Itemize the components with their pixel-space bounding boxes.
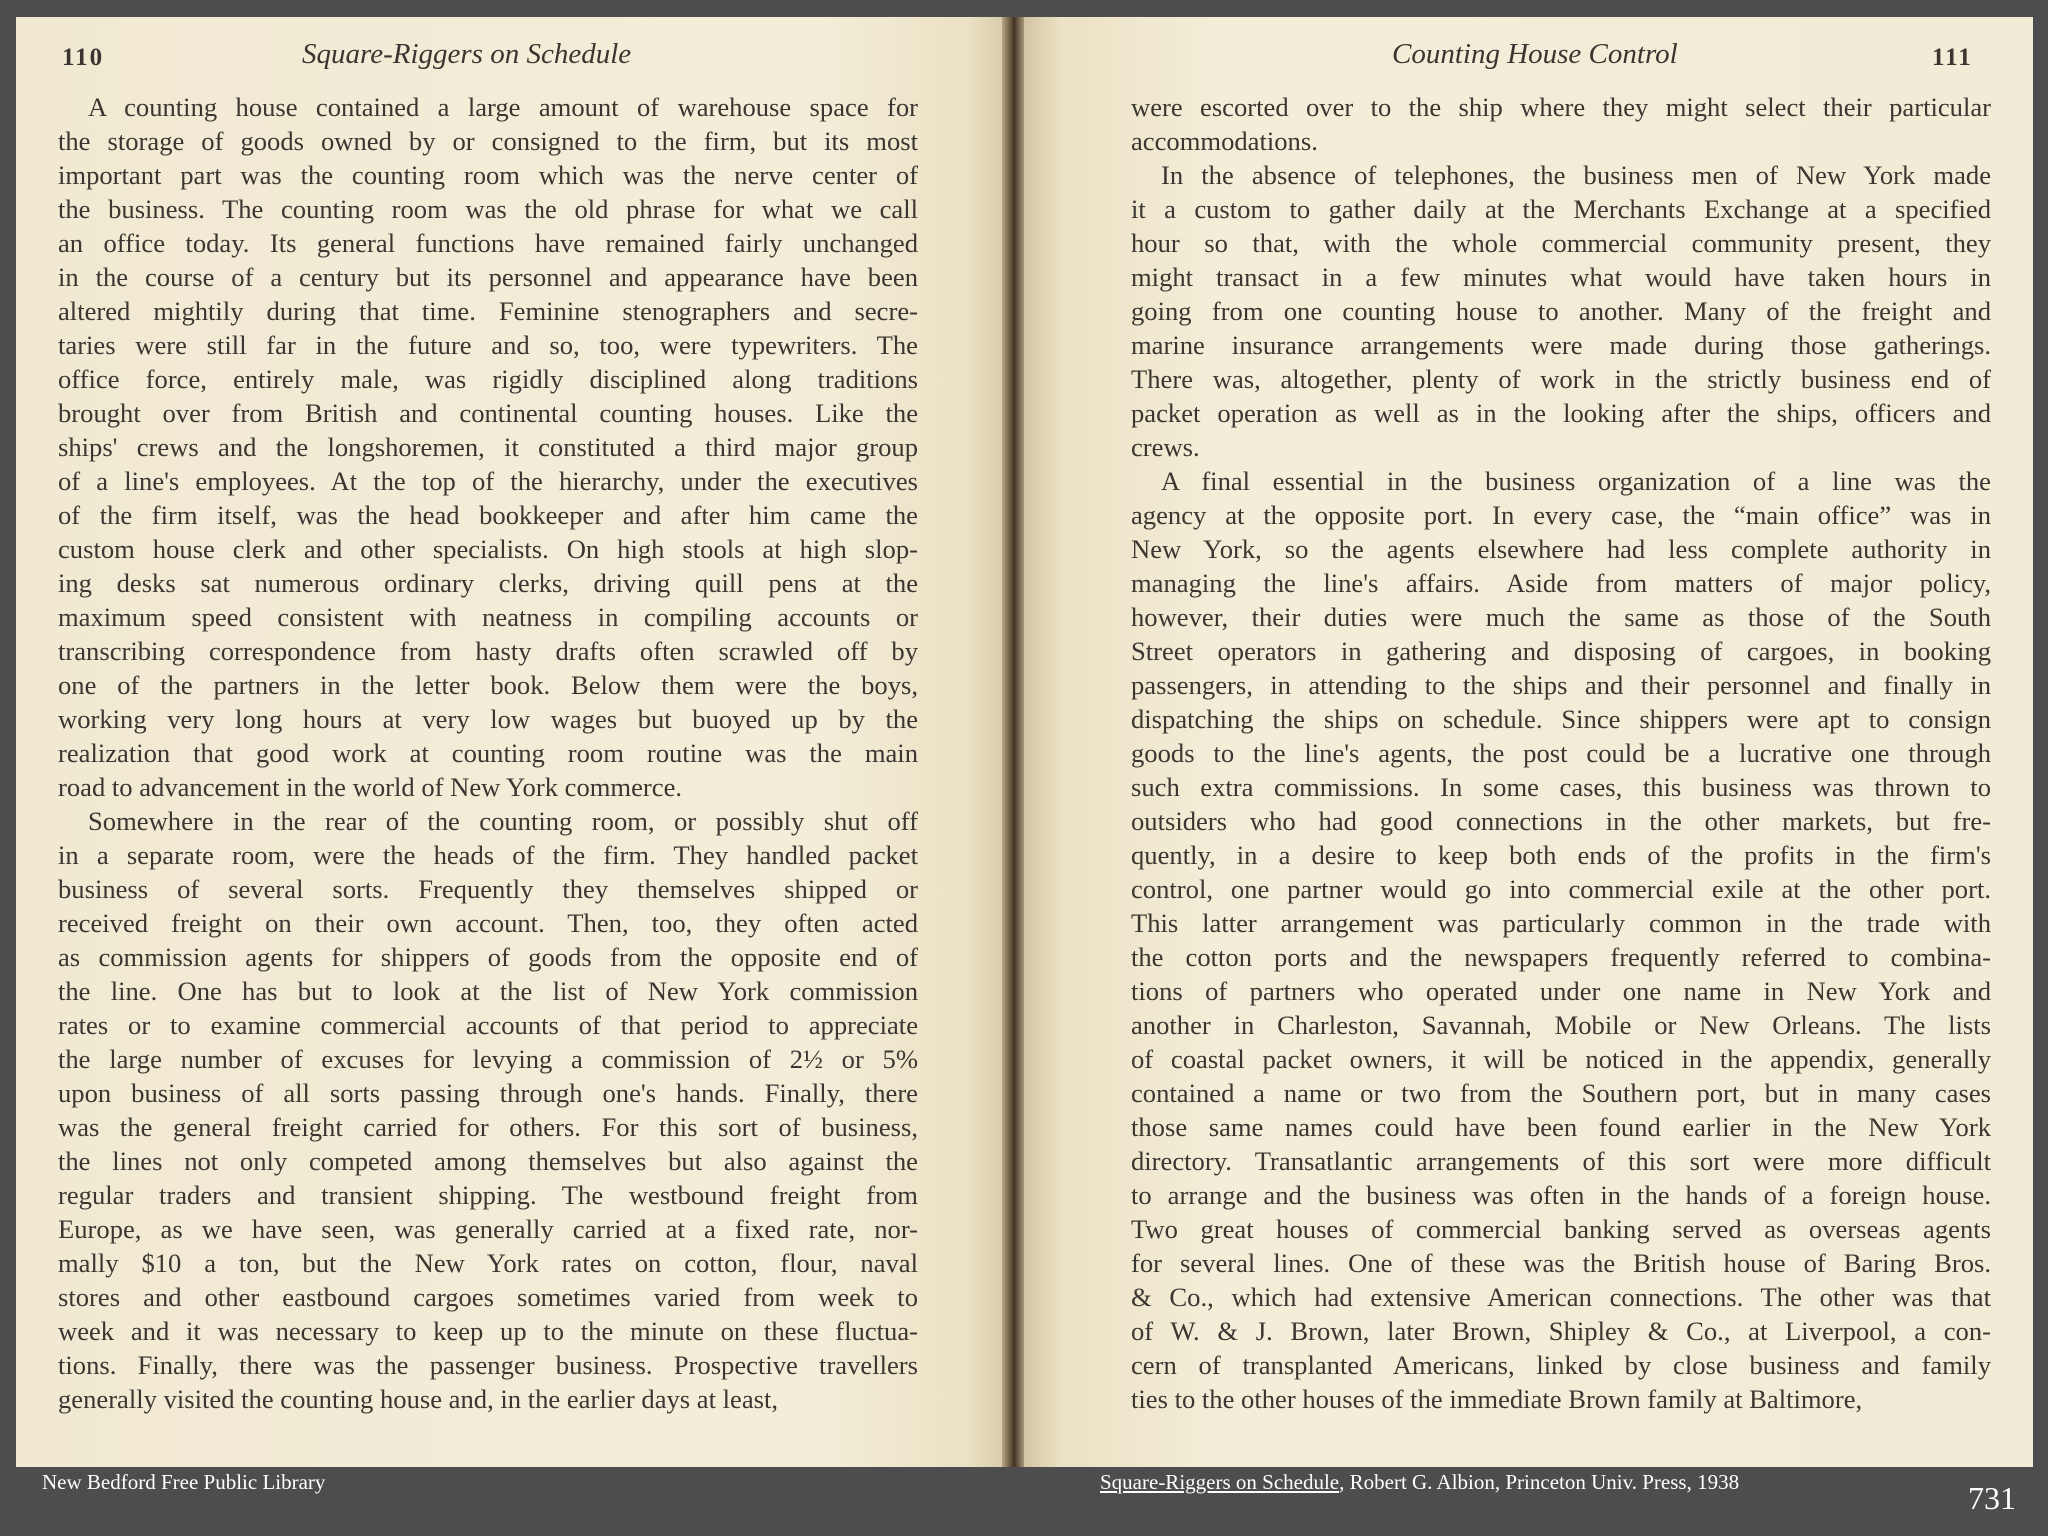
text-line: passengers, in attending to the ships and their personnel and finally in bbox=[1131, 670, 1991, 700]
text-line: Two great houses of commercial banking served as overseas agents bbox=[1131, 1214, 1991, 1244]
text-line: week and it was necessary to keep up to the minute on these fluctua- bbox=[58, 1316, 918, 1346]
slide-number: 731 bbox=[1968, 1480, 2016, 1516]
text-line: A final essential in the business organization of a line was the bbox=[1161, 466, 1991, 496]
text-line: rates or to examine commercial accounts of that period to appreciate bbox=[58, 1010, 918, 1040]
text-line: another in Charleston, Savannah, Mobile or New Orleans. The lists bbox=[1131, 1010, 1991, 1040]
text-line: for several lines. One of these was the British house of Baring Bros. bbox=[1131, 1248, 1991, 1278]
text-line: quently, in a desire to keep both ends of the profits in the firm's bbox=[1131, 840, 1991, 870]
text-line: business of several sorts. Frequently they themselves shipped or bbox=[58, 874, 918, 904]
library-credit: New Bedford Free Public Library bbox=[42, 1470, 326, 1494]
text-line: In the absence of telephones, the business men of New York made bbox=[1161, 160, 1991, 190]
text-line: hour so that, with the whole commercial community present, they bbox=[1131, 228, 1991, 258]
text-line: important part was the counting room which was the nerve center of bbox=[58, 160, 918, 190]
text-line: of W. & J. Brown, later Brown, Shipley & Co., at Liverpool, a con- bbox=[1131, 1316, 1991, 1346]
text-line: transcribing correspondence from hasty drafts often scrawled off by bbox=[58, 636, 918, 666]
book-spine-gutter bbox=[1002, 17, 1024, 1467]
text-line: however, their duties were much the same as those of the South bbox=[1131, 602, 1991, 632]
text-line: New York, so the agents elsewhere had less complete authority in bbox=[1131, 534, 1991, 564]
text-line: was the general freight carried for others. For this sort of business, bbox=[58, 1112, 918, 1142]
book-title-link: Square-Riggers on Schedule bbox=[1100, 1470, 1340, 1494]
text-line: Somewhere in the rear of the counting room, or possibly shut off bbox=[88, 806, 918, 836]
citation-details: , Robert G. Albion, Princeton Univ. Press, 1938 bbox=[1339, 1470, 1740, 1494]
text-line: goods to the line's agents, the post could be a lucrative one through bbox=[1131, 738, 1991, 768]
left-page-text bbox=[58, 90, 918, 1416]
text-line: altered mightily during that time. Feminine stenographers and secre- bbox=[58, 296, 918, 326]
text-line: the lines not only competed among themselves but also against the bbox=[58, 1146, 918, 1176]
source-citation bbox=[1100, 1470, 1739, 1495]
text-line: of a line's employees. At the top of the hierarchy, under the executives bbox=[58, 466, 918, 496]
text-line: upon business of all sorts passing through one's hands. Finally, there bbox=[58, 1078, 918, 1108]
text-line: in a separate room, were the heads of the firm. They handled packet bbox=[58, 840, 918, 870]
text-line: received freight on their own account. Then, too, they often acted bbox=[58, 908, 918, 938]
text-line: taries were still far in the future and so, too, were typewriters. The bbox=[58, 330, 918, 360]
text-line: were escorted over to the ship where they might select their particular bbox=[1131, 92, 1991, 122]
text-line: There was, altogether, plenty of work in the strictly business end of bbox=[1131, 364, 1991, 394]
text-line: working very long hours at very low wages but buoyed up by the bbox=[58, 704, 918, 734]
text-line: generally visited the counting house and, in the earlier days at least, bbox=[58, 1384, 779, 1414]
text-line: outsiders who had good connections in the other markets, but fre- bbox=[1131, 806, 1991, 836]
text-line: A counting house contained a large amount of warehouse space for bbox=[88, 92, 918, 122]
text-line: of coastal packet owners, it will be noticed in the appendix, generally bbox=[1131, 1044, 1991, 1074]
text-line: road to advancement in the world of New York commerce. bbox=[58, 772, 683, 802]
text-line: agency at the opposite port. In every case, the “main office” was in bbox=[1131, 500, 1991, 530]
text-line: crews. bbox=[1131, 432, 1200, 462]
text-line: office force, entirely male, was rigidly disciplined along traditions bbox=[58, 364, 918, 394]
text-line: in the course of a century but its personnel and appearance have been bbox=[58, 262, 918, 292]
text-line: the line. One has but to look at the list of New York commission bbox=[58, 976, 918, 1006]
text-line: it a custom to gather daily at the Merchants Exchange at a specified bbox=[1131, 194, 1991, 224]
text-line: ships' crews and the longshoremen, it constituted a third major group bbox=[58, 432, 918, 462]
text-line: This latter arrangement was particularly common in the trade with bbox=[1131, 908, 1991, 938]
right-page-text bbox=[1131, 90, 1991, 1416]
text-line: marine insurance arrangements were made during those gatherings. bbox=[1131, 330, 1991, 360]
text-line: one of the partners in the letter book. Below them were the boys, bbox=[58, 670, 918, 700]
text-line: of the firm itself, was the head bookkeeper and after him came the bbox=[58, 500, 918, 530]
text-line: dispatching the ships on schedule. Since shippers were apt to consign bbox=[1131, 704, 1991, 734]
left-running-head: Square-Riggers on Schedule bbox=[302, 38, 632, 70]
text-line: brought over from British and continental counting houses. Like the bbox=[58, 398, 918, 428]
text-line: regular traders and transient shipping. The westbound freight from bbox=[58, 1180, 918, 1210]
text-line: ing desks sat numerous ordinary clerks, driving quill pens at the bbox=[58, 568, 918, 598]
text-line: going from one counting house to another. Many of the freight and bbox=[1131, 296, 1991, 326]
text-line: Street operators in gathering and disposing of cargoes, in booking bbox=[1131, 636, 1991, 666]
text-line: managing the line's affairs. Aside from matters of major policy, bbox=[1131, 568, 1991, 598]
text-line: the cotton ports and the newspapers frequently referred to combina- bbox=[1131, 942, 1991, 972]
text-line: the business. The counting room was the old phrase for what we call bbox=[58, 194, 918, 224]
text-line: custom house clerk and other specialists. On high stools at high slop- bbox=[58, 534, 918, 564]
text-line: those same names could have been found earlier in the New York bbox=[1131, 1112, 1991, 1142]
text-line: the storage of goods owned by or consigned to the firm, but its most bbox=[58, 126, 918, 156]
text-line: control, one partner would go into commercial exile at the other port. bbox=[1131, 874, 1991, 904]
text-line: ties to the other houses of the immediate Brown family at Baltimore, bbox=[1131, 1384, 1863, 1414]
text-line: might transact in a few minutes what would have taken hours in bbox=[1131, 262, 1991, 292]
text-line: packet operation as well as in the looking after the ships, officers and bbox=[1131, 398, 1991, 428]
text-line: & Co., which had extensive American connections. The other was that bbox=[1131, 1282, 1991, 1312]
text-line: cern of transplanted Americans, linked by close business and family bbox=[1131, 1350, 1991, 1380]
text-line: tions of partners who operated under one name in New York and bbox=[1131, 976, 1991, 1006]
text-line: contained a name or two from the Southern port, but in many cases bbox=[1131, 1078, 1991, 1108]
text-line: stores and other eastbound cargoes sometimes varied from week to bbox=[58, 1282, 918, 1312]
text-line: tions. Finally, there was the passenger business. Prospective travellers bbox=[58, 1350, 918, 1380]
text-line: as commission agents for shippers of goods from the opposite end of bbox=[58, 942, 918, 972]
text-line: such extra commissions. In some cases, this business was thrown to bbox=[1131, 772, 1991, 802]
text-line: mally $10 a ton, but the New York rates on cotton, flour, naval bbox=[58, 1248, 918, 1278]
text-line: realization that good work at counting room routine was the main bbox=[58, 738, 918, 768]
text-line: to arrange and the business was often in the hands of a foreign house. bbox=[1131, 1180, 1991, 1210]
right-running-head: Counting House Control bbox=[1392, 38, 1678, 70]
text-line: Europe, as we have seen, was generally carried at a fixed rate, nor- bbox=[58, 1214, 918, 1244]
text-line: the large number of excuses for levying a commission of 2½ or 5% bbox=[58, 1044, 918, 1074]
text-line: maximum speed consistent with neatness in compiling accounts or bbox=[58, 602, 918, 632]
text-line: accommodations. bbox=[1131, 126, 1318, 156]
text-line: directory. Transatlantic arrangements of this sort were more difficult bbox=[1131, 1146, 1991, 1176]
text-line: an office today. Its general functions have remained fairly unchanged bbox=[58, 228, 918, 258]
right-page-number: 111 bbox=[1932, 44, 1973, 71]
left-page-number: 110 bbox=[62, 44, 105, 71]
